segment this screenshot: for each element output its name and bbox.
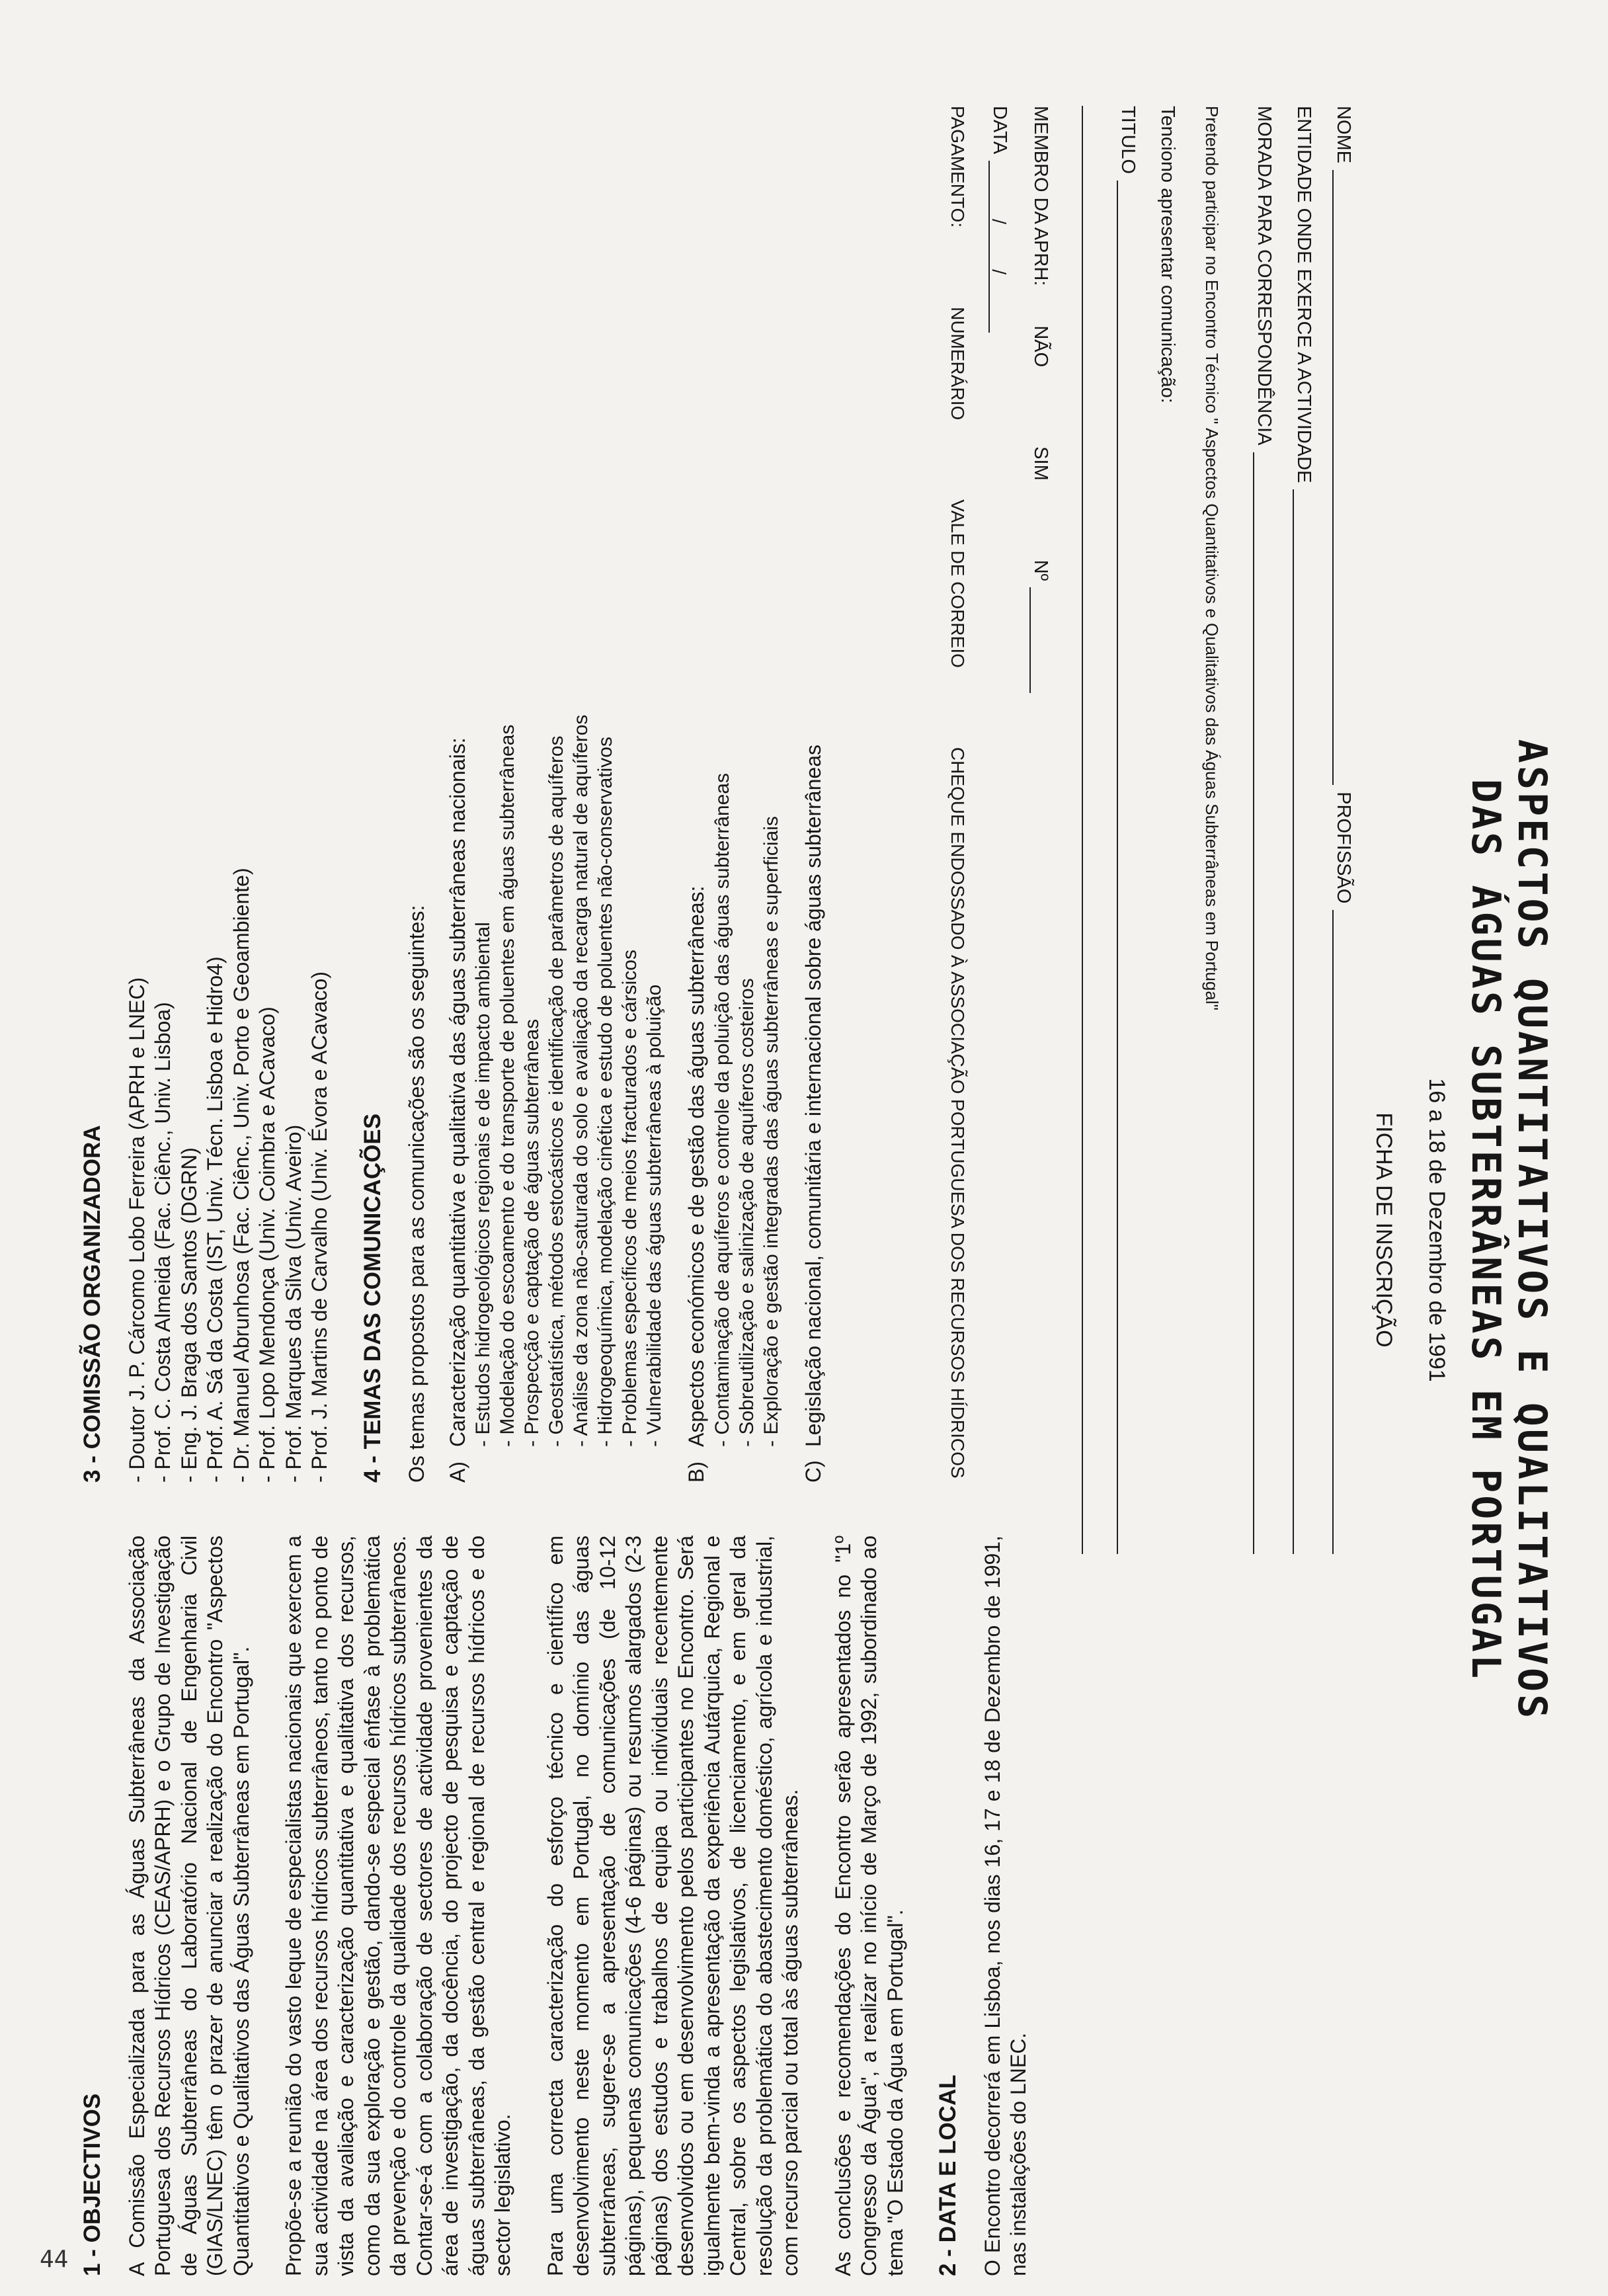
intend-text: Pretendo participar no Encontro Técnico " Aspectos Quantitativos e Qualitativos das Águas Subterrâneas em Portugal" bbox=[1202, 106, 1222, 1010]
title-field[interactable] bbox=[1117, 181, 1134, 1554]
committee-member: - Prof. A. Sá da Costa (IST, Univ. Técn. Lisboa e Hidro4) bbox=[203, 956, 227, 1483]
date-row bbox=[988, 106, 1010, 1561]
committee-heading: 3 - COMISSÃO ORGANIZADORA bbox=[79, 1125, 105, 1483]
theme-item: - Prospecção e captação de águas subterrâneas bbox=[521, 1018, 543, 1447]
payment-option-cheque[interactable]: CHEQUE ENDOSSADO À ASSOCIAÇÃO PORTUGUESA DOS RECURSOS HÍDRICOS bbox=[947, 747, 968, 1479]
date-label: DATA bbox=[989, 106, 1010, 155]
committee-member: - Prof. Lopo Mendonça (Univ. Coimbra e ACavaco) bbox=[255, 1006, 279, 1483]
theme-item: - Exploração e gestão integradas das águas subterrâneas e superficiais bbox=[760, 816, 782, 1447]
date-place-heading: 2 - DATA E LOCAL bbox=[935, 2074, 961, 2276]
theme-item: - Estudos hidrogeológicos regionais e de impacto ambiental bbox=[472, 922, 494, 1447]
title-label: TITULO bbox=[1117, 106, 1139, 175]
committee-member: - Dr. Manuel Abrunhosa (Fac. Ciênc., Univ. Porto e Geoambiente) bbox=[229, 868, 253, 1483]
theme-items bbox=[471, 702, 666, 1483]
page-number: 44 bbox=[40, 2246, 69, 2273]
objectives-paragraph-1: A Comissão Especializada para as Águas Subterrâneas da Associação Portuguesa dos Recursos Hídricos (CEAS/APRH) e o Grupo de Investigação de Águas Subterrâneas do Laboratório Nacional de Engenharia Civil (GIAS/LNEC) têm o prazer de anunciar a realização do Encontro "Aspectos Quantitativos e Qualitativos das Águas Subterrâneas em Portugal". bbox=[124, 1536, 253, 2276]
entity-row bbox=[1293, 106, 1314, 1561]
column-right bbox=[79, 702, 844, 1483]
name-label: NOME bbox=[1333, 106, 1354, 163]
form-title: FICHA DE INSCRIÇÃO bbox=[1371, 1112, 1396, 1348]
member-row bbox=[1029, 106, 1051, 1561]
name-row bbox=[1332, 106, 1354, 1561]
profession-field[interactable] bbox=[1332, 910, 1349, 1554]
theme-item: - Sobreutilização e salinização de aquíferos costeiros bbox=[735, 978, 758, 1447]
theme-letter: A) bbox=[445, 1461, 469, 1483]
theme-group-a bbox=[445, 702, 667, 1483]
date-separators: / / bbox=[988, 218, 1009, 275]
payment-row bbox=[947, 106, 968, 1561]
event-title bbox=[1463, 734, 1555, 1726]
theme-group-b bbox=[684, 702, 784, 1483]
theme-item: - Contaminação de aquíferos e controle da poluição das águas subterrâneas bbox=[711, 773, 733, 1447]
date-place-paragraph: O Encontro decorrerá em Lisboa, nos dias 16, 17 e 18 de Dezembro de 1991, nas instalações do LNEC. bbox=[980, 1536, 1030, 2276]
theme-title: Caracterização quantitativa e qualitativa das águas subterrâneas nacionais: bbox=[445, 737, 469, 1447]
entity-field[interactable] bbox=[1293, 489, 1310, 1554]
theme-title: Legislação nacional, comunitária e internacional sobre águas subterrâneas bbox=[801, 745, 825, 1447]
event-dates: 16 a 18 de Dezembro de 1991 bbox=[1424, 1078, 1449, 1382]
present-row bbox=[1156, 106, 1178, 1561]
member-number-label: Nº bbox=[1030, 559, 1051, 581]
committee-member: - Prof. J. Martins de Carvalho (Univ. Évora e ACavaco) bbox=[307, 971, 331, 1483]
intend-row bbox=[1201, 106, 1222, 1561]
title-row-2 bbox=[1082, 106, 1099, 1561]
committee-member: - Prof. C. Costa Almeida (Fac. Ciênc., Univ. Lisboa) bbox=[151, 1002, 175, 1483]
entity-label: ENTIDADE ONDE EXERCE A ACTIVIDADE bbox=[1293, 106, 1314, 483]
address-field[interactable] bbox=[1253, 452, 1270, 1554]
theme-item: - Problemas específicos de meios fracturados e cársicos bbox=[619, 950, 641, 1447]
theme-item: - Geostatística, métodos estocásticos e identificação de parâmetros de aquíferos bbox=[545, 735, 567, 1447]
theme-item: - Vulnerabilidade das águas subterrâneas à poluição bbox=[643, 984, 665, 1447]
themes-heading: 4 - TEMAS DAS COMUNICAÇÕES bbox=[359, 1113, 385, 1483]
event-title-line-1: ASPECTOS QUANTITATIVOS E QUALITATIVOS bbox=[1509, 739, 1555, 1721]
objectives-paragraph-2: Propõe-se a reunião do vasto leque de especialistas nacionais que exercem a sua actividade na área dos recursos hídricos subterrâneos, tanto no ponto de vista da avaliação e caracterização quantitativa e qualitativa dos recursos, como da sua exploração e gestão, dando-se especial ênfase à problemática da prevenção e do controle da qualidade dos recursos hídricos subterrâneos. Contar-se-á com a colaboração de sectores de actividade provenientes da área de investigação, da docência, do projecto de pesquisa e captação de águas subterrâneas, da gestão central e regional de recursos hídricos e do sector legislativo. bbox=[282, 1536, 514, 2276]
theme-item: - Hidrogeoquímica, modelação cinética e estudo de poluentes não-conservativos bbox=[594, 737, 616, 1447]
event-title-line-2: DAS ÁGUAS SUBTERRÂNEAS EM PORTUGAL bbox=[1463, 778, 1509, 1682]
committee-list bbox=[124, 702, 333, 1483]
payment-option-cash[interactable]: NUMERÁRIO bbox=[947, 307, 968, 421]
committee-member: - Doutor J. P. Cárcomo Lobo Ferreira (APRH e LNEC) bbox=[124, 977, 149, 1483]
theme-title: Aspectos económicos e de gestão das águas subterrâneas: bbox=[684, 885, 708, 1447]
theme-item: - Análise da zona não-saturada do solo e avaliação da recarga natural de aquíferos bbox=[570, 714, 592, 1447]
themes-intro: Os temas propostos para as comunicações são os seguintes: bbox=[405, 905, 428, 1483]
member-label: MEMBRO DA APRH: bbox=[1030, 106, 1051, 286]
theme-group-c bbox=[801, 702, 827, 1483]
objectives-heading: 1 - OBJECTIVOS bbox=[79, 2093, 105, 2276]
objectives-paragraph-4: As conclusões e recomendações do Encontro serão apresentados no "1º Congresso da Água", a realizar no início de Março de 1992, subordinado ao tema "O Estado da Água em Portugal". bbox=[830, 1536, 907, 2276]
objectives-paragraph-3: Para uma correcta caracterização do esforço técnico e científico em desenvolvimento neste momento em Portugal, no domínio das águas subterrâneas, sugere-se a apresentação de comunicações (de 10-12 páginas), pequenas comunicações (4-6 páginas) ou resumos alargados (2-3 páginas) dos estudos e trabalhos de equipa ou individuais recentemente desenvolvidos ou em desenvolvimento pelos participantes no Encontro. Será igualmente bem-vinda a apresentação da experiência Autárquica, Regional e Central, sobre os aspectos legislativos, de licenciamento, e em geral da resolução da problemática do abastecimento doméstico, agrícola e industrial, com recurso parcial ou total às águas subterrâneas. bbox=[543, 1536, 802, 2276]
name-field[interactable] bbox=[1332, 170, 1349, 785]
address-label: MORADA PARA CORRESPONDÊNCIA bbox=[1254, 106, 1275, 446]
payment-label: PAGAMENTO: bbox=[947, 106, 968, 228]
theme-letter: B) bbox=[684, 1461, 708, 1483]
title-row bbox=[1117, 106, 1139, 1561]
present-text: Tenciono apresentar comunicação: bbox=[1157, 106, 1178, 403]
registration-form bbox=[907, 0, 1608, 2296]
address-row bbox=[1253, 106, 1275, 1561]
committee-member: - Prof. Marques da Silva (Univ. Aveiro) bbox=[281, 1124, 305, 1483]
title-field-continued[interactable] bbox=[1082, 106, 1099, 1554]
payment-option-postal-order[interactable]: VALE DE CORREIO bbox=[947, 499, 968, 668]
theme-items bbox=[710, 702, 784, 1483]
committee-member: - Eng. J. Braga dos Santos (DGRN) bbox=[177, 1147, 201, 1483]
member-number-field[interactable] bbox=[1029, 587, 1047, 693]
theme-letter: C) bbox=[801, 1460, 825, 1483]
member-yes-option[interactable]: SIM bbox=[1030, 446, 1051, 481]
member-no-option[interactable]: NÃO bbox=[1030, 325, 1051, 368]
registration-form-area bbox=[907, 0, 1608, 2296]
theme-item: - Modelação do escoamento e do transporte de poluentes em águas subterrâneas bbox=[497, 724, 518, 1447]
date-field[interactable] bbox=[988, 161, 1009, 333]
profession-label: PROFISSÃO bbox=[1333, 792, 1354, 904]
